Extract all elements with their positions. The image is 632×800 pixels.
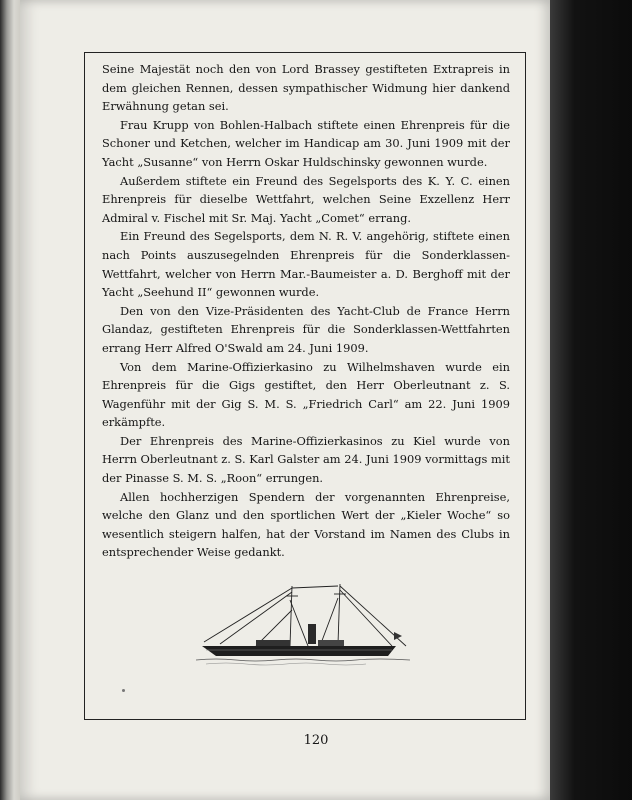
paragraph-2: Frau Krupp von Bohlen-Halbach stiftete einen Ehrenpreis für die Schoner und Ketchen, welcher im Handicap am 30. Juni 1909 mit der Yacht „Susanne“ von Herrn Oskar Huldschinsky gewonnen wurde. [102, 117, 510, 169]
paragraph-8: Allen hochherzigen Spendern der vorgenannten Ehrenpreise, welche den Glanz und den sportlichen Wert der „Kieler Woche“ so wesentlich steigern halfen, hat der Vorstand im Namen des Clubs in entsprechender Weise gedankt. [102, 489, 510, 560]
body-text [102, 60, 510, 562]
page-number: 120 [303, 733, 329, 748]
page-edge-shadow [550, 0, 632, 800]
paragraph-7: Der Ehrenpreis des Marine-Offizierkasinos zu Kiel wurde von Herrn Oberleutnant z. S. Karl Galster am 24. Juni 1909 vormittags mit der Pinasse S. M. S. „Roon“ errungen. [102, 433, 510, 486]
paragraph-3: Außerdem stiftete ein Freund des Segelsports des K. Y. C. einen Ehrenpreis für dieselbe Wettfahrt, welchen Seine Exzellenz Herr Admiral v. Fischel mit Sr. Maj. Yacht „Comet“ errang. [102, 173, 510, 225]
paragraph-4: Ein Freund des Segelsports, dem N. R. V. angehörig, stiftete einen nach Points auszusegelnden Ehrenpreis für die Sonderklassen-Wettfahrt, welcher von Herrn Mar.-Baumeister a. D. Berghoff mit der Yacht „Seehund II“ gewonnen wurde. [102, 229, 510, 300]
paragraph-6: Von dem Marine-Offizierkasino zu Wilhelmshaven wurde ein Ehrenpreis für die Gigs gestiftet, den Herr Oberleutnant z. S. Wagenführ mit der Gig S. M. S. „Friedrich Carl“ am 22. Juni 1909 erkämpfte. [102, 359, 510, 430]
paragraph-5: Den von den Vize-Präsidenten des Yacht-Club de France Herrn Glandaz, gestifteten Ehrenpreis für die Sonderklassen-Wettfahrten errang Herr Alfred O'Swald am 24. Juni 1909. [102, 303, 510, 355]
steam-yacht-illustration [196, 580, 410, 672]
paragraph-1: Seine Majestät noch den von Lord Brassey gestifteten Extrapreis in dem gleichen Rennen, dessen sympathischer Widmung hier dankend Erwähnung getan sei. [102, 62, 510, 114]
book-spine [0, 0, 20, 800]
page-speck [122, 689, 125, 692]
